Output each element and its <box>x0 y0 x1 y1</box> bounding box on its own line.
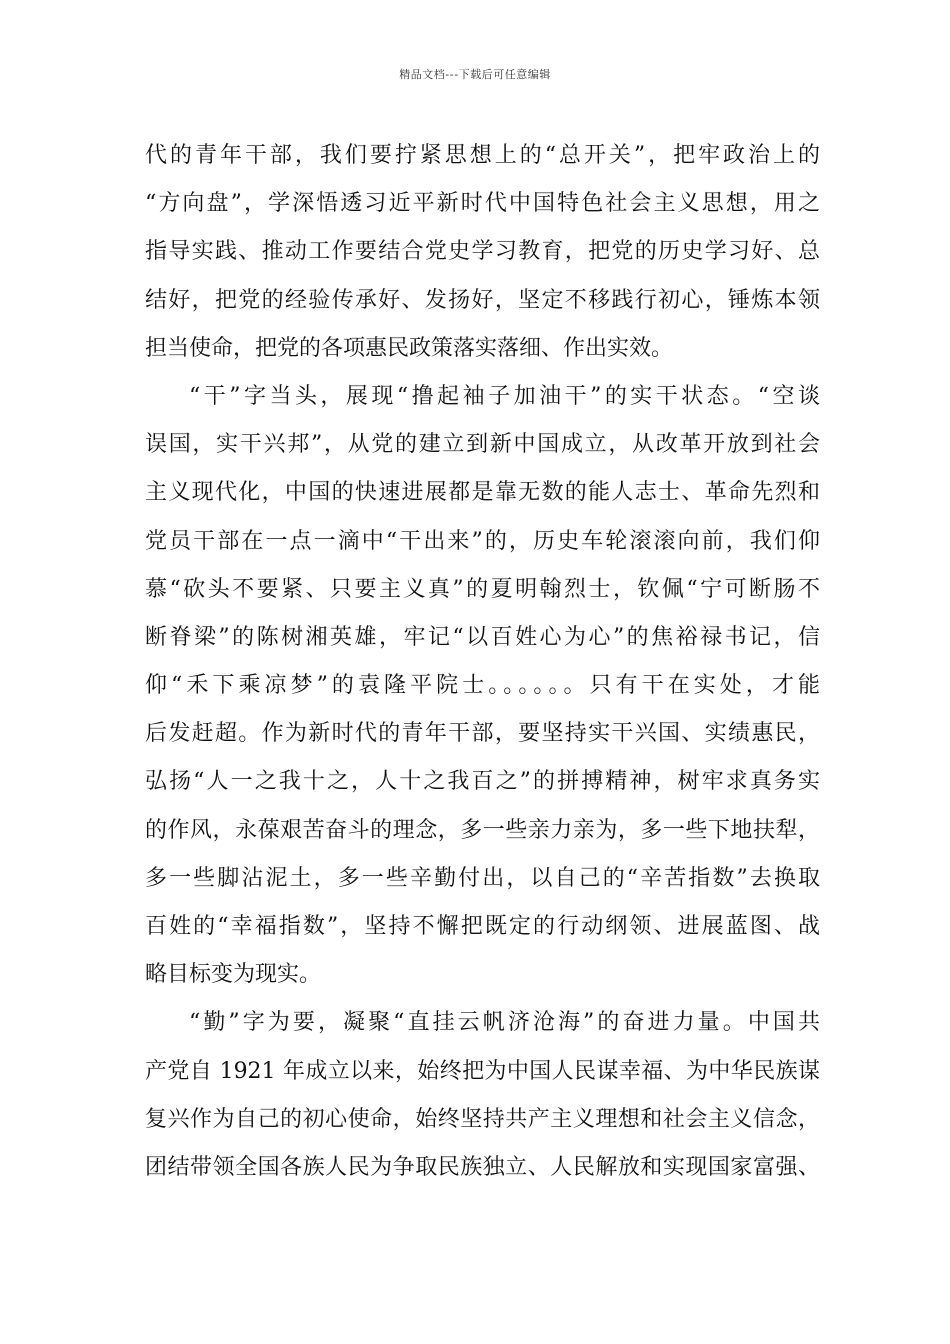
document-body <box>145 132 820 1192</box>
text-line: 弘扬“人一之我十之，人十之我百之”的拼搏精神，树牢求真务实 <box>145 769 820 795</box>
text-line: 结好，把党的经验传承好、发扬好，坚定不移践行初心，锤炼本领 <box>145 287 820 313</box>
text-line: 代的青年干部，我们要拧紧思想上的“总开关”，把牢政治上的 <box>145 143 820 168</box>
text-line: 指导实践、推动工作要结合党史学习教育，把党的历史学习好、总 <box>145 239 820 265</box>
text-line: 复兴作为自己的初心使命，始终坚持共产主义理想和社会主义信念， <box>145 1106 820 1132</box>
text-line: 主义现代化，中国的快速进展都是靠无数的能人志士、革命先烈和 <box>145 480 820 506</box>
text-line: 百姓的“幸福指数”，坚持不懈把既定的行动纲领、进展蓝图、战 <box>145 914 820 939</box>
paragraph <box>145 999 820 1192</box>
text-line: 担当使命，把党的各项惠民政策落实落细、作出实效。 <box>145 335 674 361</box>
paragraph <box>145 132 820 373</box>
text-line: “干”字当头，展现“撸起袖子加油干”的实干状态。“空谈 <box>189 383 820 409</box>
text-line: “方向盘”，学深悟透习近平新时代中国特色社会主义思想，用之 <box>145 191 820 217</box>
page-header: 精品文档---下载后可任意编辑 <box>399 68 551 81</box>
text-line: 仰“禾下乘凉梦”的袁隆平院士。。。。。。只有干在实处，才能 <box>145 673 820 699</box>
text-line: 的作风，永葆艰苦奋斗的理念，多一些亲力亲为，多一些下地扶犁， <box>145 817 820 843</box>
text-line: 后发赶超。作为新时代的青年干部，要坚持实干兴国、实绩惠民， <box>145 721 820 747</box>
text-line: 断脊梁”的陈树湘英雄，牢记“以百姓心为心”的焦裕禄书记，信 <box>145 624 820 650</box>
text-line: 团结带领全国各族人民为争取民族独立、人民解放和实现国家富强、 <box>145 1154 820 1180</box>
text-line: 慕“砍头不要紧、只要主义真”的夏明翰烈士，钦佩“宁可断肠不 <box>145 576 820 602</box>
text-line: 误国，实干兴邦”，从党的建立到新中国成立，从改革开放到社会 <box>145 432 820 458</box>
text-line: 产党自 1921 年成立以来，始终把为中国人民谋幸福、为中华民族谋 <box>145 1058 820 1084</box>
text-line: 多一些脚沾泥土，多一些辛勤付出，以自己的“辛苦指数”去换取 <box>145 865 820 891</box>
text-line: 略目标变为现实。 <box>145 962 322 988</box>
text-line: “勤”字为要，凝聚“直挂云帆济沧海”的奋进力量。中国共 <box>189 1010 820 1036</box>
paragraph <box>145 373 820 999</box>
text-line: 党员干部在一点一滴中“干出来”的，历史车轮滚滚向前，我们仰 <box>145 528 820 554</box>
